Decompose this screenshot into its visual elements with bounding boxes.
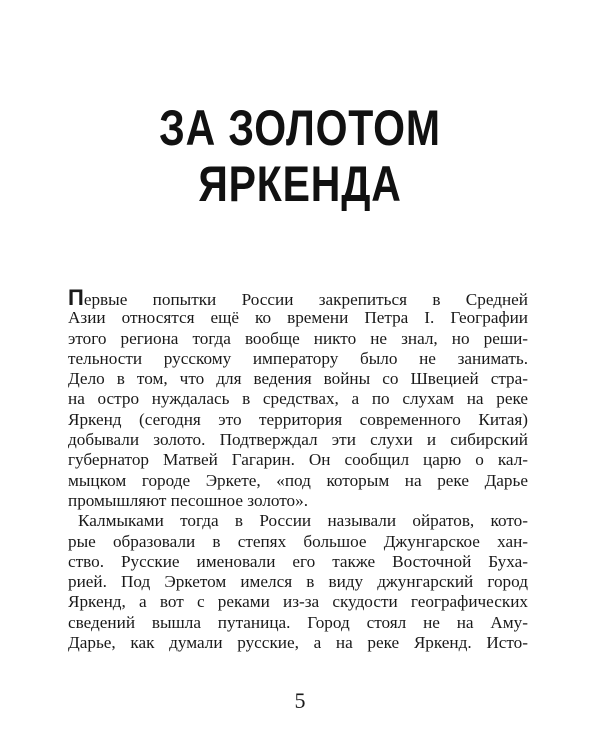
- text-line: на остро нуждалась в средствах, а по слухам на реке: [68, 389, 528, 409]
- text-line: рией. Под Эркетом имелся в виду джунгарский город: [68, 572, 528, 592]
- chapter-title-line-1: ЗА ЗОЛОТОМ: [159, 100, 441, 156]
- text-line: тельности русскому императору было не занимать.: [68, 348, 528, 368]
- text-line: рые образовали в степях большое Джунгарское хан-: [68, 531, 528, 551]
- text-line: [68, 285, 528, 310]
- text-line: добывали золото. Подтверждал эти слухи и сибирский: [68, 430, 528, 450]
- text-line: Дело в том, что для ведения войны со Швецией стра-: [68, 369, 528, 389]
- text-line: этого региона тогда вообще никто не знал, но реши-: [68, 328, 528, 348]
- text-line: Дарье, как думали русские, а на реке Яркенд. Исто-: [68, 633, 528, 653]
- text-line-rest: ервые попытки России закрепиться в Средней: [83, 290, 528, 309]
- text-line: губернатор Матвей Гагарин. Он сообщил царю о кал-: [68, 450, 528, 470]
- text-line: ство. Русские именовали его также Восточной Буха-: [68, 551, 528, 571]
- text-line: Азии относятся ещё ко времени Петра I. Географии: [68, 308, 528, 328]
- page-number: 5: [294, 688, 306, 713]
- text-line: сведений вышла путаница. Город стоял не на Аму-: [68, 612, 528, 632]
- text-line: Калмыками тогда в России называли ойратов, кото-: [78, 511, 528, 531]
- text-line: Яркенд, а вот с реками из-за скудости географических: [68, 592, 528, 612]
- paragraph-1: [68, 285, 528, 511]
- paragraph-2: [68, 511, 528, 653]
- chapter-title-line-2: ЯРКЕНДА: [198, 156, 402, 212]
- chapter-body: [68, 285, 528, 653]
- text-line: мыцком городе Эркете, «под которым на реке Дарье: [68, 470, 528, 490]
- text-line: промышляют песошное золото».: [68, 490, 309, 510]
- drop-cap: П: [68, 285, 84, 310]
- text-line: Яркенд (сегодня это территория современного Китая): [68, 409, 528, 429]
